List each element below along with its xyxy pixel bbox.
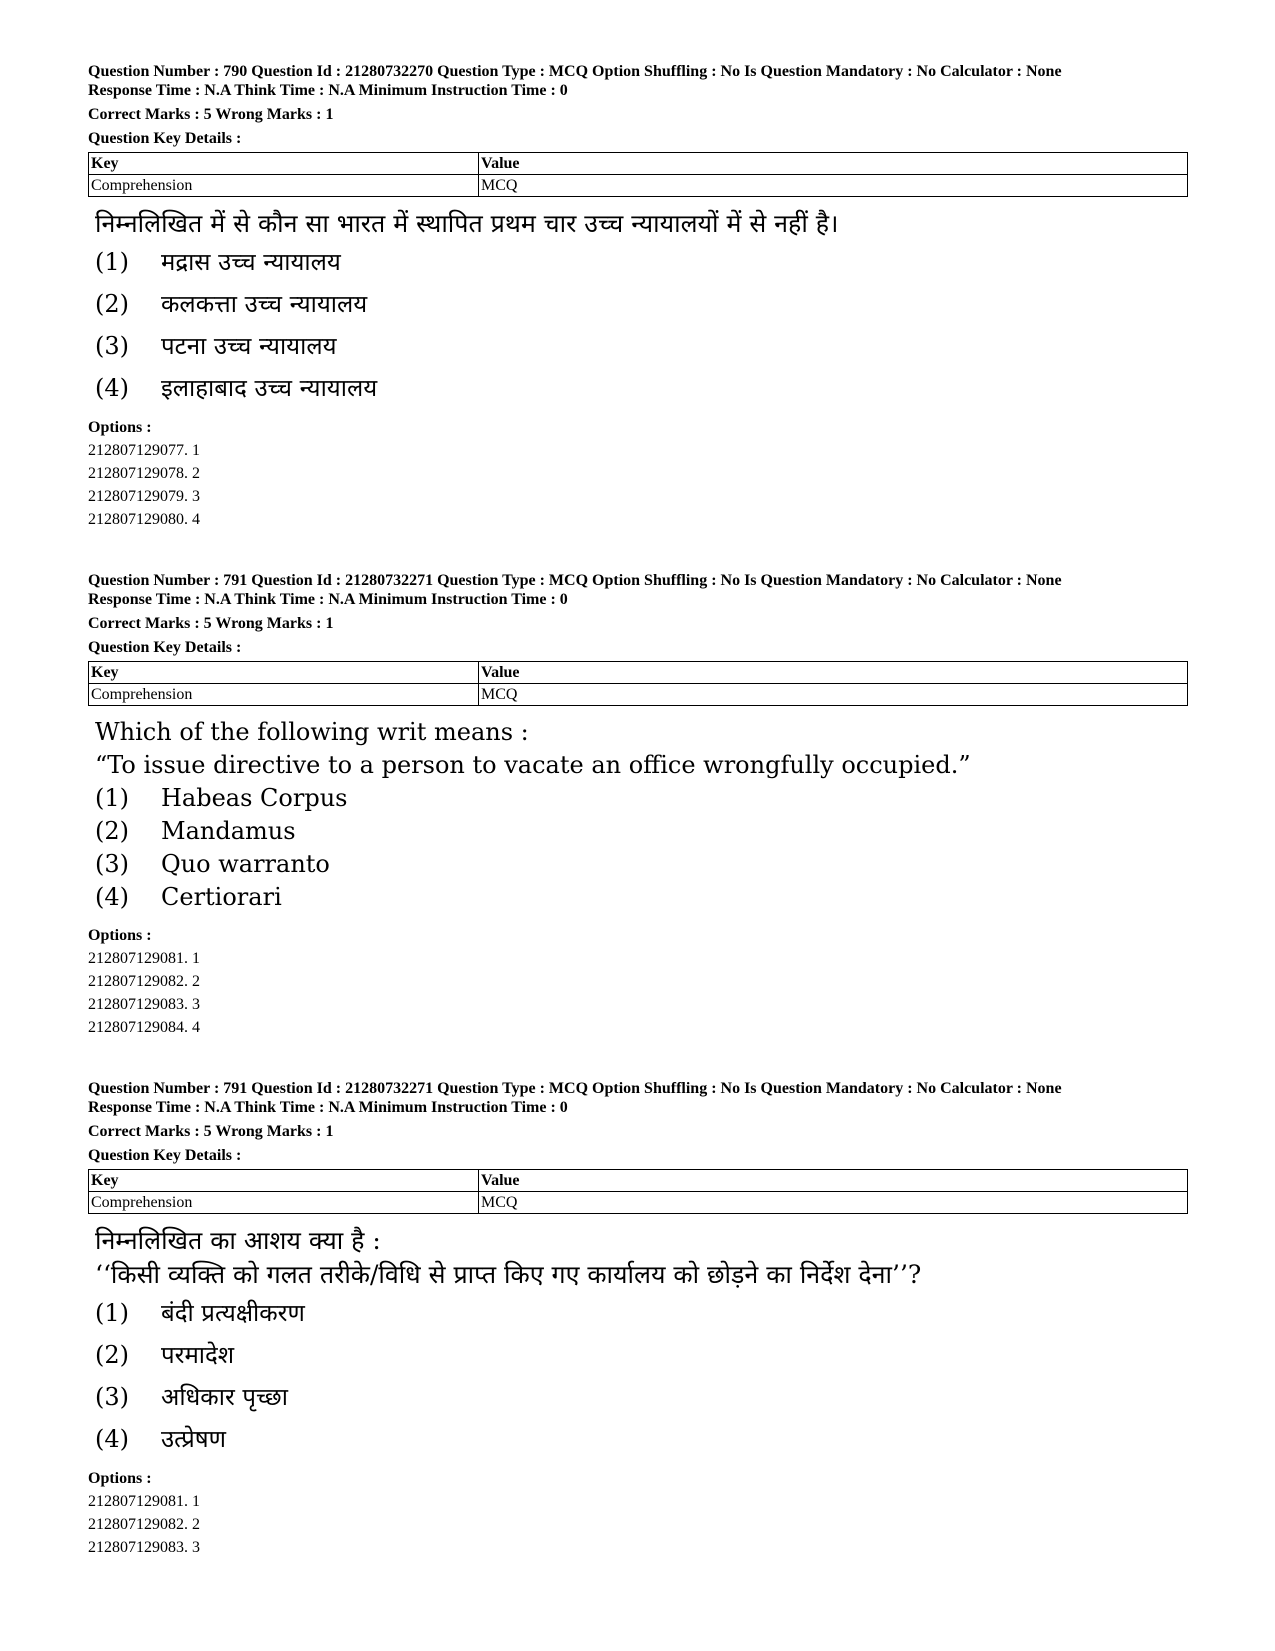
key-header: Key [89, 662, 479, 684]
table-row [89, 1192, 1188, 1214]
question-text: Which of the following writ means : [95, 718, 529, 746]
choice-4 [88, 881, 1188, 917]
options-label: Options : [88, 1470, 152, 1487]
choice-4 [88, 1418, 1188, 1460]
choice-text: पटना उच्च न्यायालय [161, 332, 337, 360]
choice-text: अधिकार पृच्छा [161, 1383, 288, 1411]
question-meta: Question Number : 791 Question Id : 21280732271 Question Type : MCQ Option Shuffling : No Is Question Mandatory : No Calculator : None [88, 572, 1062, 589]
choice-text: इलाहाबाद उच्च न्यायालय [161, 374, 378, 402]
option-id: 212807129084. 4 [88, 1019, 200, 1036]
key-details-table [88, 661, 1188, 706]
choice-number: (3) [95, 850, 129, 878]
option-id: 212807129077. 1 [88, 442, 200, 459]
question-marks: Correct Marks : 5 Wrong Marks : 1 [88, 1123, 334, 1140]
question-timing: Response Time : N.A Think Time : N.A Minimum Instruction Time : 0 [88, 591, 568, 608]
question-content [88, 716, 1188, 917]
choice-number: (1) [95, 248, 129, 276]
table-header-row [89, 1170, 1188, 1192]
option-id: 212807129081. 1 [88, 1493, 200, 1510]
choice-text: Habeas Corpus [161, 784, 348, 812]
question-block-790 [88, 62, 1188, 531]
key-header: Key [89, 153, 479, 175]
question-timing: Response Time : N.A Think Time : N.A Minimum Instruction Time : 0 [88, 1099, 568, 1116]
question-block-791-en [88, 571, 1188, 1039]
choice-number: (1) [95, 1299, 129, 1327]
options-label: Options : [88, 927, 152, 944]
question-text: निम्नलिखित का आशय क्या है : [95, 1226, 381, 1255]
choice-1 [88, 241, 1188, 283]
question-block-791-hi [88, 1079, 1188, 1559]
choice-3 [88, 1376, 1188, 1418]
choice-number: (3) [95, 1383, 129, 1411]
choice-text: मद्रास उच्च न्यायालय [161, 248, 341, 276]
option-id: 212807129081. 1 [88, 950, 200, 967]
question-meta: Question Number : 791 Question Id : 21280732271 Question Type : MCQ Option Shuffling : No Is Question Mandatory : No Calculator : None [88, 1080, 1062, 1097]
options-label: Options : [88, 419, 152, 436]
choice-4 [88, 367, 1188, 409]
choice-number: (2) [95, 1341, 129, 1369]
option-id: 212807129078. 2 [88, 465, 200, 482]
choice-number: (4) [95, 883, 129, 911]
choice-number: (1) [95, 784, 129, 812]
option-id: 212807129082. 2 [88, 1516, 200, 1533]
value-cell: MCQ [479, 1192, 1188, 1214]
key-details-label: Question Key Details : [88, 1147, 242, 1164]
key-details-label: Question Key Details : [88, 130, 242, 147]
choice-2 [88, 815, 1188, 848]
option-id: 212807129079. 3 [88, 488, 200, 505]
question-text: निम्नलिखित में से कौन सा भारत में स्थापित प्रथम चार उच्च न्यायालयों में से नहीं है। [95, 209, 839, 238]
key-details-label: Question Key Details : [88, 639, 242, 656]
choice-number: (2) [95, 290, 129, 318]
choice-3 [88, 848, 1188, 881]
key-cell: Comprehension [89, 684, 479, 706]
choice-1 [88, 1292, 1188, 1334]
value-cell: MCQ [479, 684, 1188, 706]
table-row [89, 684, 1188, 706]
table-header-row [89, 153, 1188, 175]
option-id: 212807129082. 2 [88, 973, 200, 990]
key-cell: Comprehension [89, 175, 479, 197]
value-header: Value [479, 662, 1188, 684]
choice-1 [88, 782, 1188, 815]
choice-number: (3) [95, 332, 129, 360]
question-content [88, 1224, 1188, 1460]
choice-text: Certiorari [161, 883, 282, 911]
option-id: 212807129083. 3 [88, 996, 200, 1013]
choice-text: कलकत्ता उच्च न्यायालय [161, 290, 368, 318]
choice-text: बंदी प्रत्यक्षीकरण [161, 1299, 305, 1327]
option-id: 212807129083. 3 [88, 1539, 200, 1556]
choice-text: परमादेश [161, 1341, 235, 1369]
choice-text: Mandamus [161, 817, 296, 845]
option-id: 212807129080. 4 [88, 511, 200, 528]
choice-2 [88, 283, 1188, 325]
question-timing: Response Time : N.A Think Time : N.A Minimum Instruction Time : 0 [88, 82, 568, 99]
question-marks: Correct Marks : 5 Wrong Marks : 1 [88, 615, 334, 632]
key-details-table [88, 152, 1188, 197]
choice-text: उत्प्रेषण [161, 1425, 226, 1453]
document-page [88, 62, 1188, 1599]
table-row [89, 175, 1188, 197]
value-header: Value [479, 1170, 1188, 1192]
key-details-table [88, 1169, 1188, 1214]
question-content [88, 207, 1188, 409]
choice-text: Quo warranto [161, 850, 330, 878]
value-cell: MCQ [479, 175, 1188, 197]
choice-number: (2) [95, 817, 129, 845]
key-cell: Comprehension [89, 1192, 479, 1214]
key-header: Key [89, 1170, 479, 1192]
choice-3 [88, 325, 1188, 367]
question-text-quote: “To issue directive to a person to vacate an office wrongfully occupied.” [95, 751, 971, 779]
choice-number: (4) [95, 1425, 129, 1453]
table-header-row [89, 662, 1188, 684]
choice-number: (4) [95, 374, 129, 402]
question-marks: Correct Marks : 5 Wrong Marks : 1 [88, 106, 334, 123]
question-text-quote: ‘‘किसी व्यक्ति को गलत तरीके/विधि से प्राप्त किए गए कार्यालय को छोड़ने का निर्देश देना’’? [95, 1260, 922, 1289]
question-meta: Question Number : 790 Question Id : 21280732270 Question Type : MCQ Option Shuffling : No Is Question Mandatory : No Calculator : None [88, 63, 1062, 80]
choice-2 [88, 1334, 1188, 1376]
value-header: Value [479, 153, 1188, 175]
